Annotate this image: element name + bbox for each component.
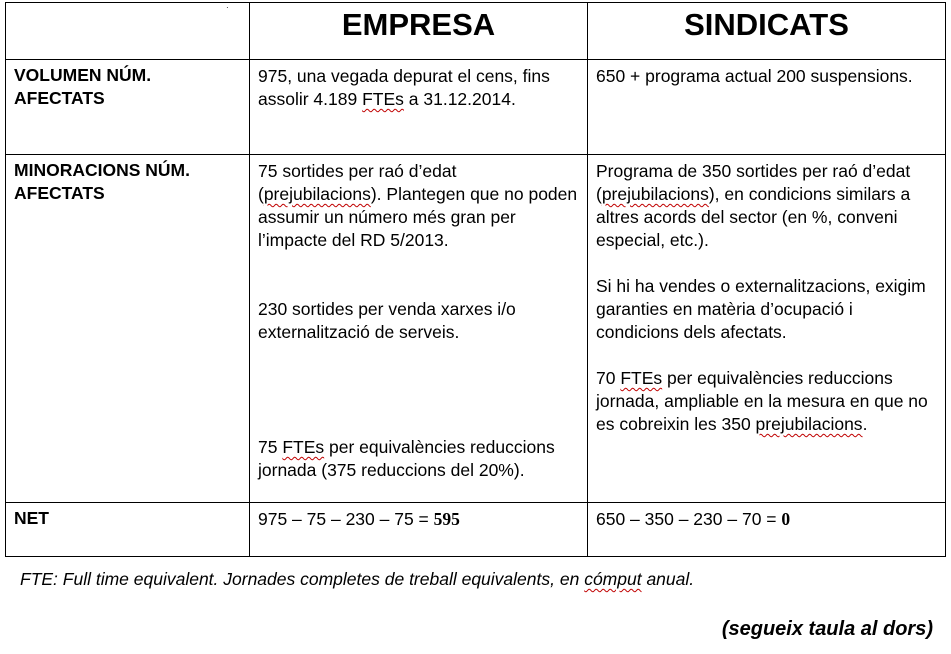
header-sindicats: SINDICATS <box>588 3 946 60</box>
paragraph: Si hi ha vendes o externalitzacions, exigim garanties en matèria d’ocupació i condicions dels afectats. <box>596 276 926 342</box>
table-row <box>6 60 946 155</box>
continuation-note: (segueix taula al dors) <box>721 618 933 640</box>
cell-sindicats-volumen: 650 + programa actual 200 suspensions. <box>588 60 946 155</box>
row-label-net: NET <box>6 503 250 557</box>
cell-empresa-volumen: 975, una vegada depurat el cens, fins assolir 4.189 FTEs a 31.12.2014. <box>250 60 588 155</box>
row-label-volumen: VOLUMEN NÚM. AFECTATS <box>6 60 250 155</box>
paragraph: Programa de 350 sortides per raó d’edat (prejubilacions), en condicions similars a altres acords del sector (en %, conveni especial, etc.). <box>596 161 911 250</box>
paragraph: 75 sortides per raó d’edat (prejubilacions). Plantegen que no poden assumir un número més gran per l’impacte del RD 5/2013. <box>258 161 578 250</box>
cell-sindicats-net: 650 – 350 – 230 – 70 = 0 <box>588 503 946 557</box>
cell-empresa-net: 975 – 75 – 230 – 75 = 595 <box>250 503 588 557</box>
cell-sindicats-minoracions <box>588 155 946 503</box>
header-row <box>6 3 946 60</box>
paragraph: 230 sortides per venda xarxes i/o externalització de serveis. <box>258 299 516 342</box>
paragraph: 75 FTEs per equivalències reduccions jornada (375 reduccions del 20%). <box>258 437 555 480</box>
cell-empresa-minoracions <box>250 155 588 503</box>
header-empresa: EMPRESA <box>250 3 588 60</box>
comparison-table <box>5 2 946 557</box>
row-label-minoracions: MINORACIONS NÚM. AFECTATS <box>6 155 250 503</box>
table-row <box>6 155 946 503</box>
header-empty-cell <box>6 3 250 60</box>
table-row <box>6 503 946 557</box>
paragraph: 70 FTEs per equivalències reduccions jornada, ampliable en la mesura en que no es cobreixin les 350 prejubilacions. <box>596 368 928 434</box>
stray-mark: · <box>226 3 229 12</box>
footnote: FTE: Full time equivalent. Jornades completes de treball equivalents, en cómput anual. <box>20 569 695 589</box>
